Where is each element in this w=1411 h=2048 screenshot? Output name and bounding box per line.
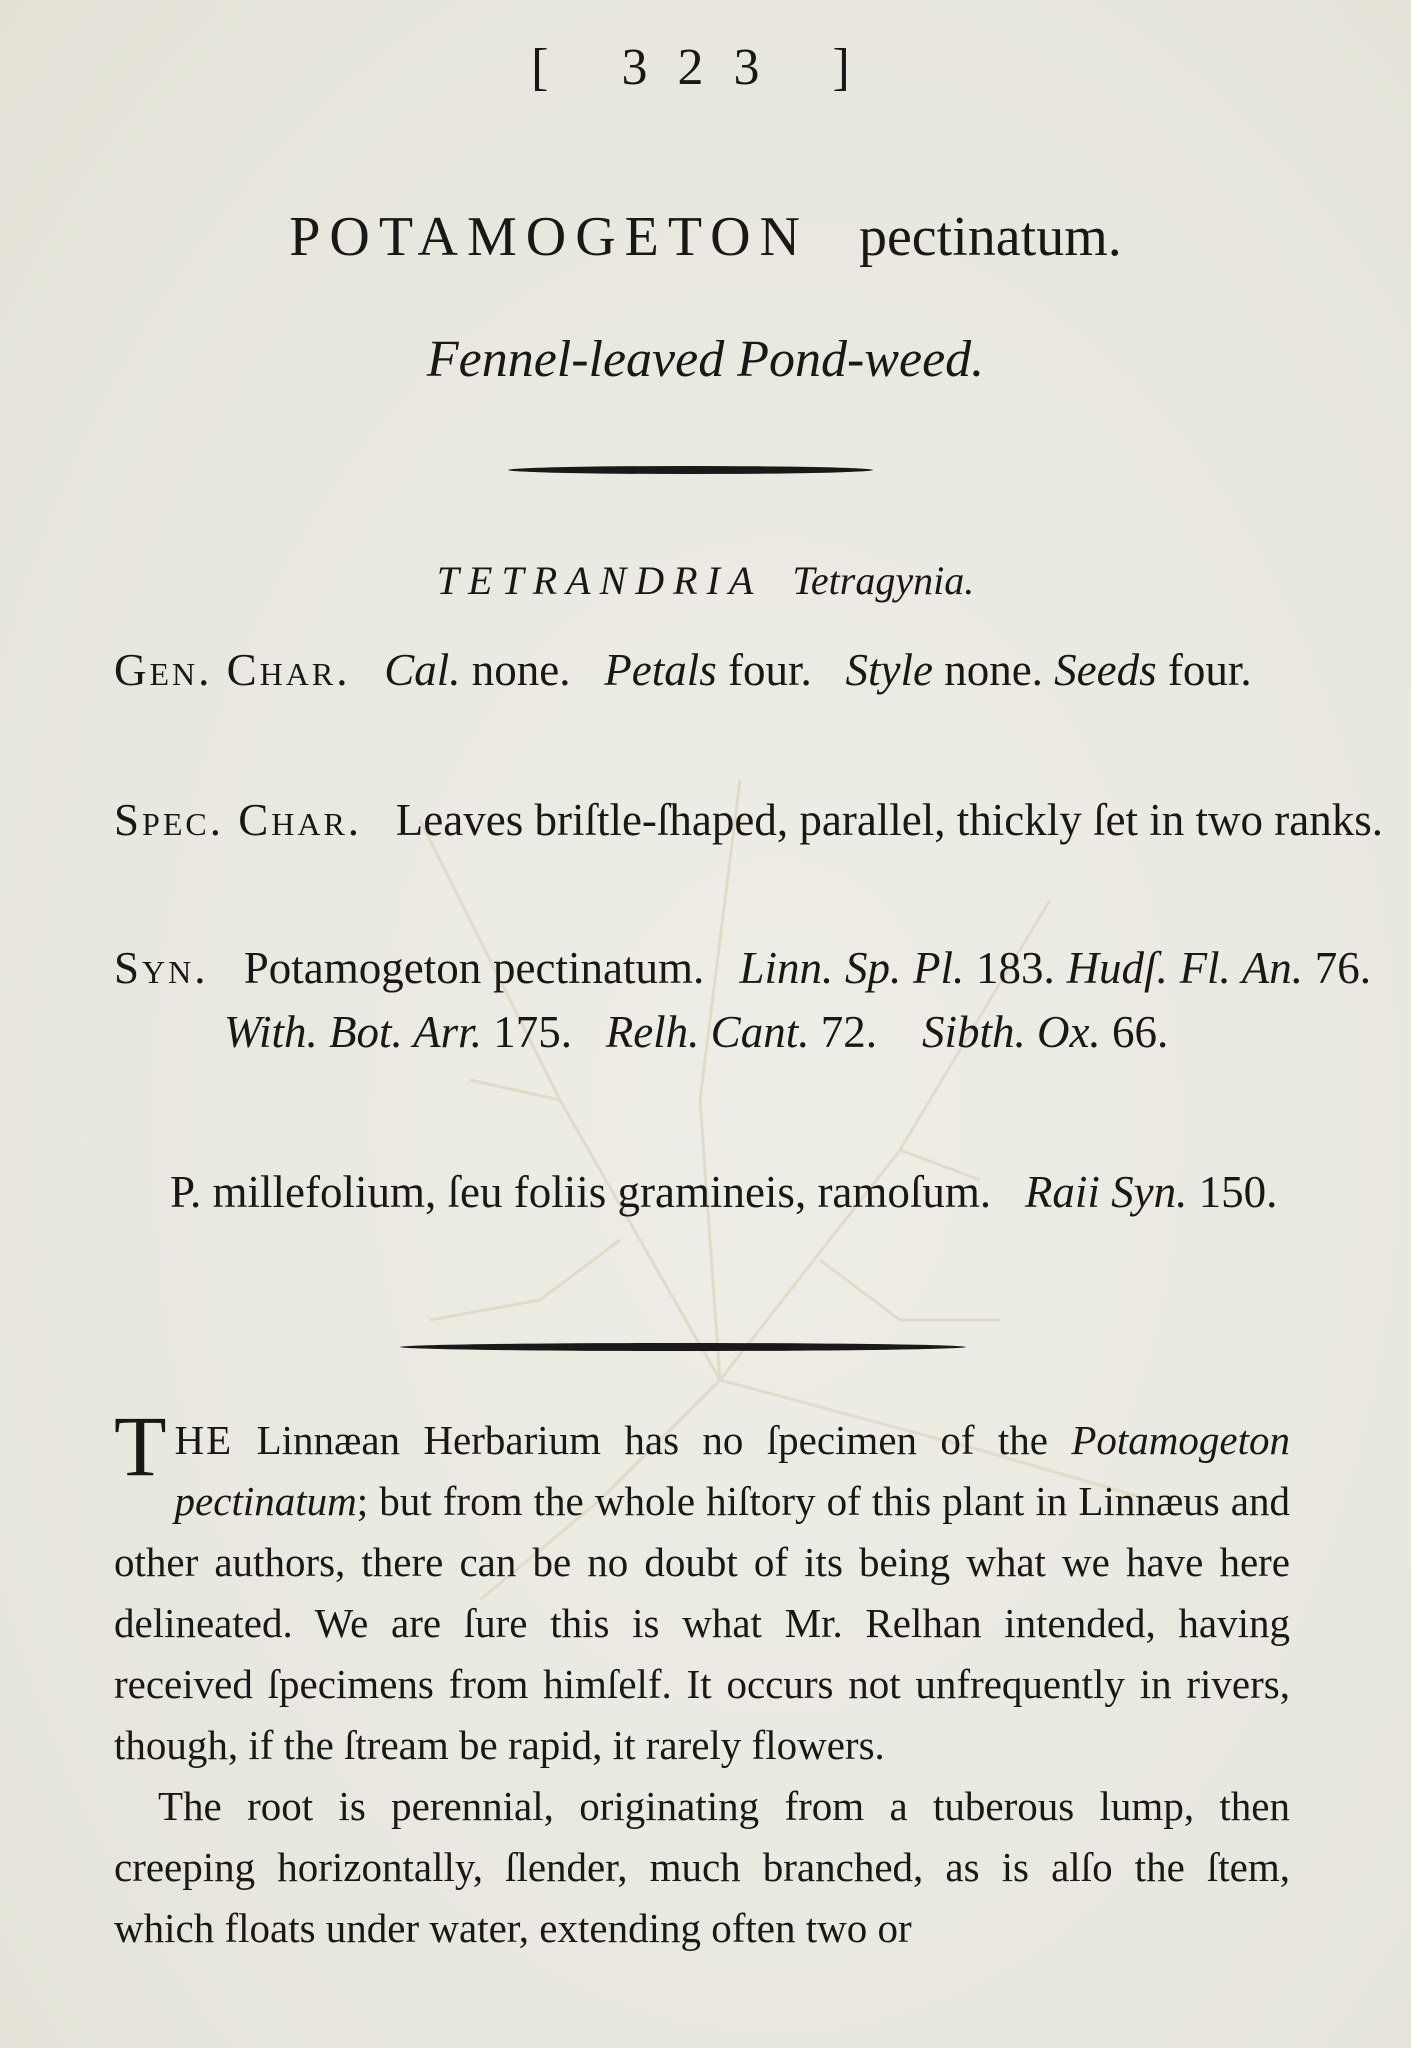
page-number: [ 323 ] (531, 39, 880, 96)
petals-label: Petals (604, 645, 717, 695)
seeds-label: Seeds (1054, 645, 1157, 695)
specific-character (114, 788, 1394, 852)
class-name: TETRANDRIA (436, 558, 763, 603)
order-name: Tetragynia. (792, 558, 975, 603)
petals-value: four. (727, 645, 812, 695)
syn-ref-page: 72. (820, 1007, 877, 1057)
paragraph-1-part-b: ; but from the whole hiſtory of this plant in Linnæus and other authors, there can be no doubt of its being what we have here delineated. We are ſure this is what Mr. Relhan intended, having received ſpecimens from himſelf. It occurs not unfrequently in rivers, though, if the ſtream be rapid, it rarely flowers. (114, 1478, 1290, 1768)
syn-ref-page: 76. (1314, 943, 1372, 993)
title-species: pectinatum. (858, 206, 1122, 268)
title-genus: POTAMOGETON (289, 206, 809, 268)
style-label: Style (845, 645, 933, 695)
page-title (0, 205, 1411, 269)
synonym-second (170, 1160, 1338, 1224)
syn-second-ref-page: 150. (1198, 1167, 1278, 1217)
syn-ref-work: Hudſ. Fl. An. (1066, 943, 1303, 993)
gen-char-label: Gen. Char. (114, 645, 351, 695)
syn-second-name: P. millefolium, ſeu foliis gramineis, ramoſum. (170, 1167, 992, 1217)
cal-label: Cal. (384, 645, 461, 695)
syn-ref-page: 175. (493, 1007, 572, 1057)
syn-second-ref-work: Raii Syn. (1024, 1167, 1188, 1217)
syn-ref-work: Relh. Cant. (605, 1007, 810, 1057)
description-text (114, 1398, 1291, 1959)
paragraph-1-italic: Potamogeton pectinatum (174, 1417, 1291, 1524)
spec-char-text: Leaves briſtle-ſhaped, parallel, thickly ſet in two ranks. (395, 795, 1383, 845)
syn-ref-work: Linn. Sp. Pl. (739, 943, 965, 993)
first-word-rest: HE (174, 1417, 234, 1463)
paragraph-2: The root is perennial, originating from a tuberous lump, then creeping horizontally, ſlender, much branched, as is alſo the ſtem, which floats under water, extending often two or (114, 1783, 1290, 1951)
syn-ref-page: 66. (1111, 1007, 1169, 1057)
syn-ref-work: With. Bot. Arr. (224, 1007, 482, 1057)
style-value: none. (944, 645, 1043, 695)
generic-character (114, 638, 1394, 702)
seeds-value: four. (1167, 645, 1252, 695)
ornamental-rule-bottom (400, 1343, 966, 1351)
syn-name: Potamogeton pectinatum. (243, 943, 705, 993)
common-name: Fennel-leaved Pond-weed. (426, 331, 985, 388)
drop-cap: T (114, 1398, 167, 1494)
syn-ref-page: 183. (976, 943, 1055, 993)
classification (0, 557, 1411, 604)
synonyms (114, 936, 1394, 1064)
paragraph-1 (114, 1398, 1291, 1776)
ornamental-rule-top (508, 466, 873, 474)
syn-ref-work: Sibth. Ox. (921, 1007, 1101, 1057)
paragraph-1-part-a: Linnæan Herbarium has no ſpecimen of the (256, 1417, 1048, 1463)
cal-value: none. (471, 645, 571, 695)
syn-label: Syn. (114, 943, 209, 993)
spec-char-label: Spec. Char. (114, 795, 363, 845)
